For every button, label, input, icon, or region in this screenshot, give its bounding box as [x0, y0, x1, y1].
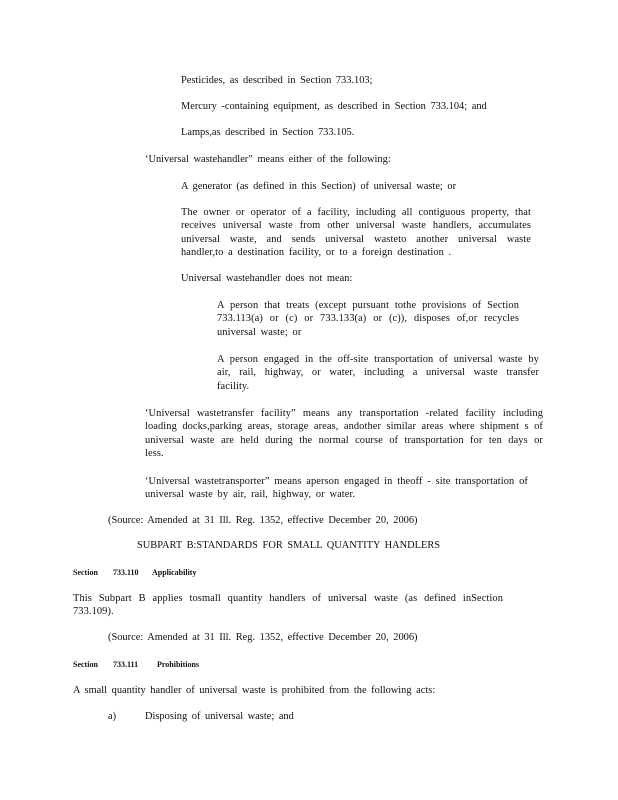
handler-item-owner-operator: The owner or operator of a facility, including all contiguous property, that receives universal waste from other universal waste handlers, accumulates universal waste, and sends universal wasteto another universal waste handler,to a destination facility, or to a foreign destination . [181, 207, 531, 259]
subpart-heading: SUBPART B:STANDARDS FOR SMALL QUANTITY HANDLERS [137, 540, 441, 551]
section-110-label: Section [73, 568, 98, 577]
list-item-lamps: Lamps,as described in Section 733.105. [181, 127, 355, 138]
definition-transfer-facility: ‘Universal wastetransfer facility” means any transportation -related facility including loading docks,parking areas, storage areas, andother similar areas where shipment s of universal waste are held during the normal course of transportation for ten days or less. [145, 408, 543, 460]
definition-universal-waste-handler: ‘Universal wastehandler” means either of the following: [145, 154, 391, 165]
source-note-2: (Source: Amended at 31 Ill. Reg. 1352, effective December 20, 2006) [108, 632, 418, 643]
list-item-pesticides: Pesticides, as described in Section 733.103; [181, 75, 373, 86]
handler-does-not-mean: Universal wastehandler does not mean: [181, 273, 353, 284]
section-110-title: Applicability [152, 568, 197, 577]
handler-item-generator: A generator (as defined in this Section) of universal waste; or [181, 181, 457, 192]
section-110-number: 733.110 [113, 568, 139, 577]
exclusion-item-treats: A person that treats (except pursuant tothe provisions of Section 733.113(a) or (c) or 733.133(a) or (c)), disposes of,or recycles universal waste; or [217, 300, 519, 338]
prohibitions-paragraph: A small quantity handler of universal waste is prohibited from the following acts: [73, 685, 436, 696]
list-item-mercury: Mercury -containing equipment, as described in Section 733.104; and [181, 101, 487, 112]
list-item-a-text: Disposing of universal waste; and [145, 711, 294, 722]
section-111-label: Section [73, 660, 98, 669]
applicability-paragraph: This Subpart B applies tosmall quantity handlers of universal waste (as defined inSection 733.109). [73, 593, 503, 618]
definition-transporter: ‘Universal wastetransporter” means aperson engaged in theoff - site transportation of universal waste by air, rail, highway, or water. [145, 476, 528, 501]
source-note-1: (Source: Amended at 31 Ill. Reg. 1352, effective December 20, 2006) [108, 515, 418, 526]
section-111-number: 733.111 [113, 660, 139, 669]
section-111-title: Prohibitions [157, 660, 200, 669]
list-item-a-label: a) [108, 711, 117, 722]
exclusion-item-transport: A person engaged in the off-site transportation of universal waste by air, rail, highway, or water, including a universal waste transfer facility. [217, 354, 539, 392]
